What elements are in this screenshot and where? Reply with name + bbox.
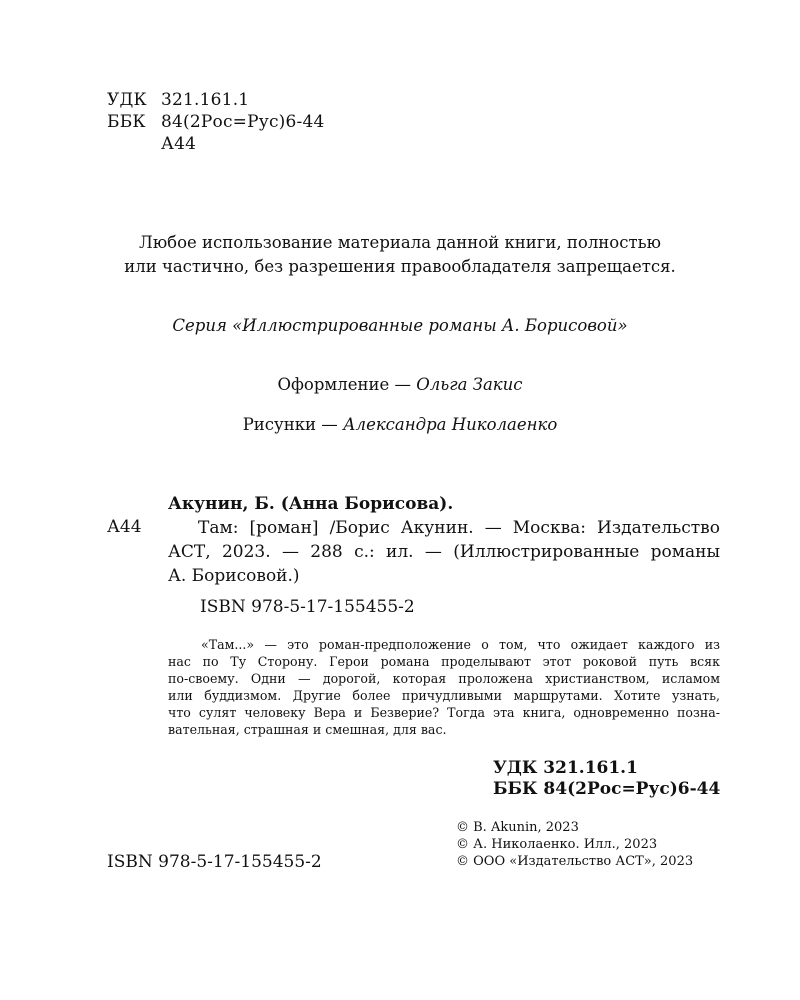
author-mark: А44 <box>161 134 197 154</box>
bottom-isbn: ISBN 978-5-17-155455-2 <box>107 852 322 872</box>
bbk-label: ББК <box>107 112 146 132</box>
copyright-author: © B. Akunin, 2023 <box>456 820 579 835</box>
bib-line-1: Там: [роман] /Борис Акунин. — Москва: Издательство <box>198 518 720 538</box>
bib-isbn: ISBN 978-5-17-155455-2 <box>200 597 415 617</box>
design-name: Ольга Закис <box>416 375 523 394</box>
annotation-line-2: нас по Ту Сторону. Герои романа проделывают этот роковой путь всяк <box>168 654 720 669</box>
annotation-line-3: по-своему. Одни — дорогой, которая проложена христианством, исламом <box>168 671 720 686</box>
author-mark-row <box>107 134 196 154</box>
bib-author-mark: А44 <box>107 517 142 537</box>
bibliographic-record <box>168 492 720 588</box>
illustrations-label: Рисунки — <box>242 415 344 434</box>
bib-line-3: А. Борисовой.) <box>168 566 300 586</box>
copyright-illustrator: © А. Николаенко. Илл., 2023 <box>456 837 658 852</box>
copyright-publisher: © ООО «Издательство АСТ», 2023 <box>456 854 694 869</box>
illustrations-credit <box>0 415 800 434</box>
annotation-line-4: или буддизмом. Другие более причудливыми маршрутами. Хотите узнать, <box>168 688 720 703</box>
udk-value: 321.161.1 <box>161 90 250 110</box>
bottom-udk: УДК 321.161.1 <box>493 758 638 778</box>
bbk-row <box>107 112 325 132</box>
design-label: Оформление — <box>277 375 417 394</box>
bbk-value: 84(2Рос=Рус)6-44 <box>161 112 325 132</box>
illustrations-name: Александра Николаенко <box>343 415 558 434</box>
annotation-line-5: что сулят человеку Вера и Безверие? Тогда эта книга, одновременно позна- <box>168 705 720 720</box>
annotation-line-1: «Там...» — это роман-предположение о том, что ожидает каждого из <box>201 637 720 652</box>
design-credit <box>0 375 800 394</box>
bib-heading: Акунин, Б. (Анна Борисова). <box>168 494 454 514</box>
bib-line-2: АСТ, 2023. — 288 с.: ил. — (Иллюстрированные романы <box>168 542 720 562</box>
rights-notice-line-2: или частично, без разрешения правообладателя запрещается. <box>124 257 676 276</box>
rights-notice-line-1: Любое использование материала данной книги, полностью <box>139 233 661 252</box>
copyright-list <box>456 819 693 870</box>
bottom-bbk: ББК 84(2Рос=Рус)6-44 <box>493 779 721 799</box>
series-title: Серия «Иллюстрированные романы А. Борисовой» <box>172 316 628 335</box>
annotation-line-6: вательная, страшная и смешная, для вас. <box>168 722 447 737</box>
annotation <box>168 636 720 738</box>
udk-label: УДК <box>107 90 147 110</box>
udk-row <box>107 90 249 110</box>
